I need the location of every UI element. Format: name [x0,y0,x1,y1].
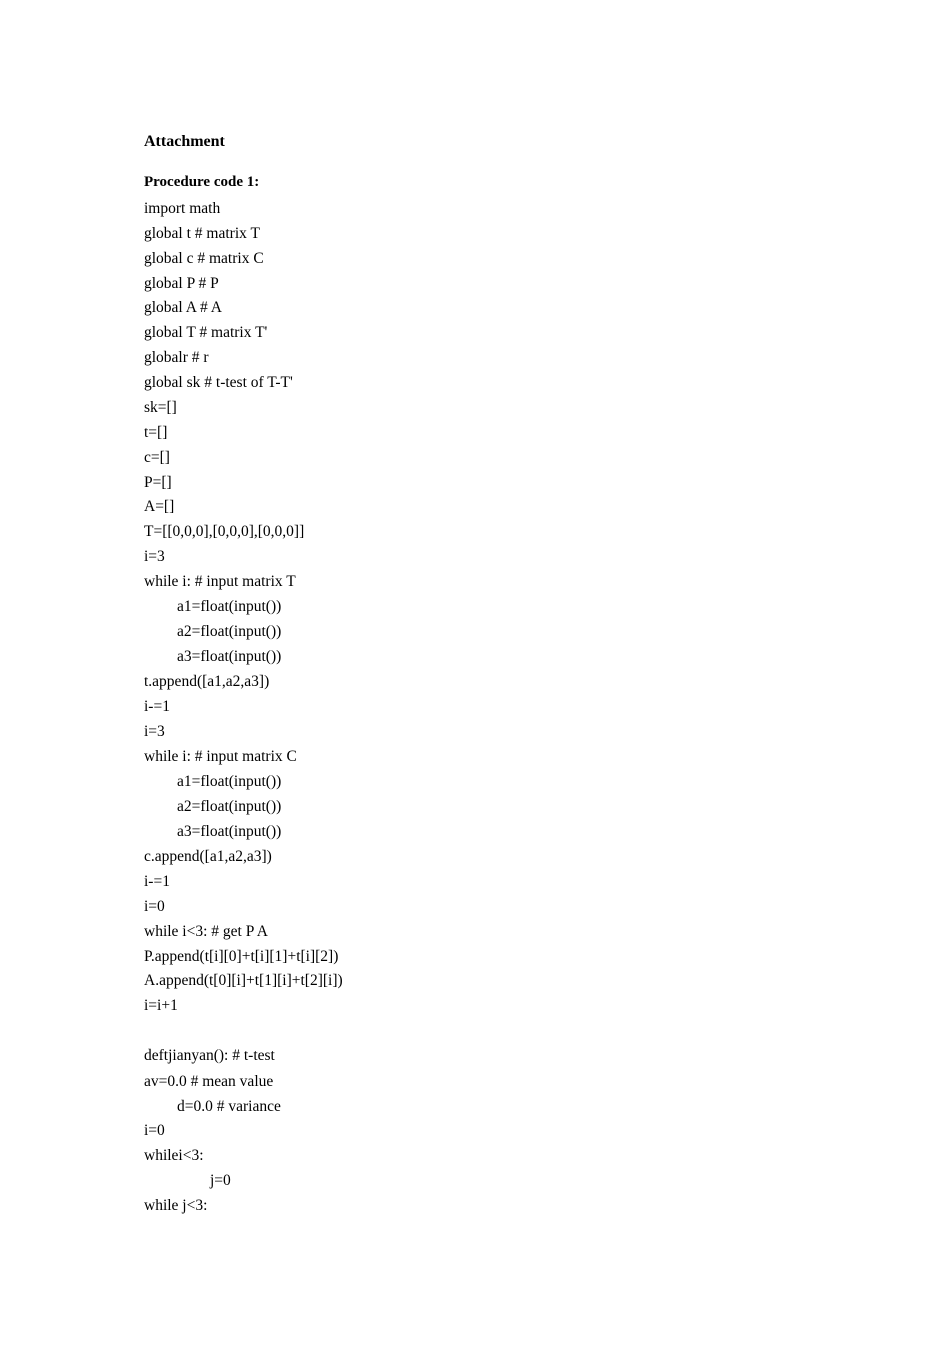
code-line: a2=float(input()) [177,623,282,640]
code-line: i=3 [144,548,165,565]
code-line: whilei<3: [144,1147,204,1164]
code-line: P.append(t[i][0]+t[i][1]+t[i][2]) [144,948,339,965]
code-line: global c # matrix C [144,250,264,267]
code-line: i=i+1 [144,997,178,1014]
code-line: a3=float(input()) [177,823,282,840]
code-line: a1=float(input()) [177,773,282,790]
code-line: global P # P [144,275,219,292]
code-line: global sk # t-test of T-T' [144,374,293,391]
code-line: A=[] [144,498,175,515]
code-line: P=[] [144,474,172,491]
code-line: while i: # input matrix T [144,573,296,590]
code-line: global T # matrix T' [144,324,268,341]
code-line: i-=1 [144,873,170,890]
code-line: d=0.0 # variance [177,1098,281,1115]
code-line: j=0 [210,1172,231,1189]
code-line: T=[[0,0,0],[0,0,0],[0,0,0]] [144,523,305,540]
code-line: i=0 [144,898,165,915]
code-line: A.append(t[0][i]+t[1][i]+t[2][i]) [144,972,343,989]
code-line: i-=1 [144,698,170,715]
code-line: t=[] [144,424,168,441]
code-line: while i<3: # get P A [144,923,268,940]
code-line: globalr # r [144,349,209,366]
procedure-code-heading: Procedure code 1: [144,174,260,190]
code-line: global A # A [144,299,222,316]
code-line: sk=[] [144,399,177,416]
code-line: import math [144,200,221,217]
code-line: c.append([a1,a2,a3]) [144,848,272,865]
code-line: c=[] [144,449,170,466]
attachment-heading: Attachment [144,133,225,150]
code-line: a2=float(input()) [177,798,282,815]
code-line: global t # matrix T [144,225,260,242]
code-line: a1=float(input()) [177,598,282,615]
code-line: i=3 [144,723,165,740]
code-line: t.append([a1,a2,a3]) [144,673,270,690]
code-line: while i: # input matrix C [144,748,297,765]
code-line: a3=float(input()) [177,648,282,665]
code-line: deftjianyan(): # t-test [144,1047,275,1064]
code-line: i=0 [144,1122,165,1139]
code-line: av=0.0 # mean value [144,1073,274,1090]
code-line: while j<3: [144,1197,208,1214]
